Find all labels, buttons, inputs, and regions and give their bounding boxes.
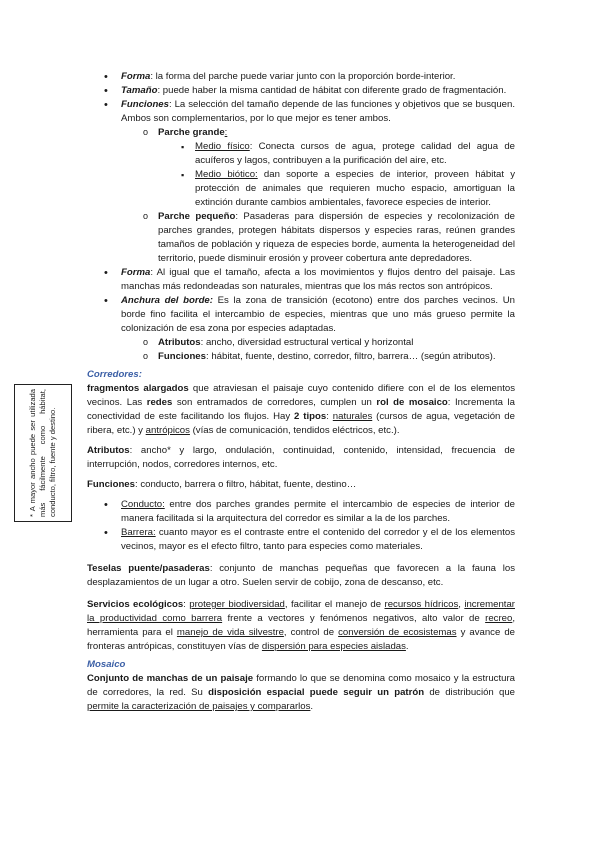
corredores-funciones: Funciones: conducto, barrera o filtro, hábitat, fuente, destino… (87, 479, 357, 490)
list-item-barrera: • Barrera: cuanto mayor es el contraste entre el contenido del corredor y el de los elementos vecinos, mayor es el efecto filtro, tanto para especies como materiales. (87, 526, 515, 554)
sublist-item-parche-pequeno: o Parche pequeño: Pasaderas para dispersión de especies y recolonización de parches grandes, protegen hábitats dispersos y especies raras, reúnen grandes tamaños de población y riqueza de especies borde, aumenta la heterogeneidad del territorio, puede disminuir erosión y proveer cobertura ante depredadores. (87, 210, 515, 266)
teselas-paragraph: Teselas puente/pasaderas: conjunto de manchas pequeñas que favorecen a la fauna los desplazamientos de un lugar a otro. Suelen servir de cobijo, zona de descanso, etc. (87, 563, 515, 588)
section-title-mosaico: Mosaico (87, 659, 126, 670)
subsublist-item-medio-biotico: ▪ Medio biótico: dan soporte a especies de interior, proveen hábitat y protección de animales que requieren mucho espacio, amortiguan la extinción durante cambios ambientales, favorece especies de interior. (87, 168, 515, 210)
list-item-forma-2: • Forma: Al igual que el tamaño, afecta a los movimientos y flujos dentro del paisaje. Las manchas más redondeadas son naturales, mientras que los más rectos son antrópicos. (87, 266, 515, 294)
sublist-item-funciones: o Funciones: hábitat, fuente, destino, corredor, filtro, barrera… (según atributos). (87, 350, 515, 364)
corredores-functions-list (87, 498, 515, 554)
margin-note-box (14, 384, 72, 522)
list-item-forma: • Forma: la forma del parche puede variar junto con la proporción borde-interior. (87, 70, 515, 84)
list-item-funciones: • Funciones: La selección del tamaño depende de las funciones y objetivos que se busquen. Ambos son complementarios, por lo que mejor es tener ambos. (87, 98, 515, 126)
servicios-paragraph: Servicios ecológicos: proteger biodiversidad, facilitar el manejo de recursos hídricos, incrementar la productividad como barrera frente a vectores y fenómenos negativos, alto valor de recreo, herramienta para el manejo de vida silvestre, control de conversión de ecosistemas y avance de fronteras antrópicas, constituyen vías de dispersión para especies aisladas. (87, 599, 516, 652)
mosaico-paragraph: Conjunto de manchas de un paisaje formando lo que se denomina como mosaico y la estructura de corredores, la red. Su disposición espacial puede seguir un patrón de distribución que permite la caracterización de paisajes y compararlos. (87, 673, 515, 712)
corredores-definition: fragmentos alargados que atraviesan el paisaje cuyo contenido difiere con el de los elementos vecinos. Las redes son entramados de corredores, cumplen un rol de mosaico: Incrementa la conectividad de este facilitando los flujos. Hay 2 tipos: naturales (cursos de agua, vegetación de ribera, etc.) y antrópicos (vías de comunicación, tendidos eléctricos, etc.). (87, 383, 515, 436)
document-body (87, 70, 515, 714)
list-item-conducto: • Conducto: entre dos parches grandes permite el intercambio de especies de interior de manera facilitada si la arquitectura del corredor es similar a la de los parches. (87, 498, 515, 526)
corredores-atributos: Atributos: ancho* y largo, ondulación, continuidad, contenido, intensidad, frecuencia de interrupción, nodos, corredores internos, etc. (87, 445, 515, 470)
patch-attributes-list (87, 70, 515, 364)
list-item-anchura-borde: • Anchura del borde: Es la zona de transición (ecotono) entre dos parches vecinos. Un borde fino facilita el intercambio de especies, mientras que uno más grueso permite la colonización de esa zona por especies adaptadas. (87, 294, 515, 336)
list-item-tamano: • Tamaño: puede haber la misma cantidad de hábitat con diferente grado de fragmentación. (87, 84, 515, 98)
section-title-corredores: Corredores: (87, 369, 142, 380)
subsublist-item-medio-fisico: ▪ Medio físico: Conecta cursos de agua, protege calidad del agua de acuíferos y lagos, contribuyen a la purificación del aire, etc. (87, 140, 515, 168)
margin-note-text: * A mayor ancho puede ser utilizada más fácilmente como hábitat, conducto, filtro, fuente y destino. (28, 389, 57, 517)
sublist-item-parche-grande: o Parche grande: (87, 126, 515, 140)
sublist-item-atributos: o Atributos: ancho, diversidad estructural vertical y horizontal (87, 336, 515, 350)
